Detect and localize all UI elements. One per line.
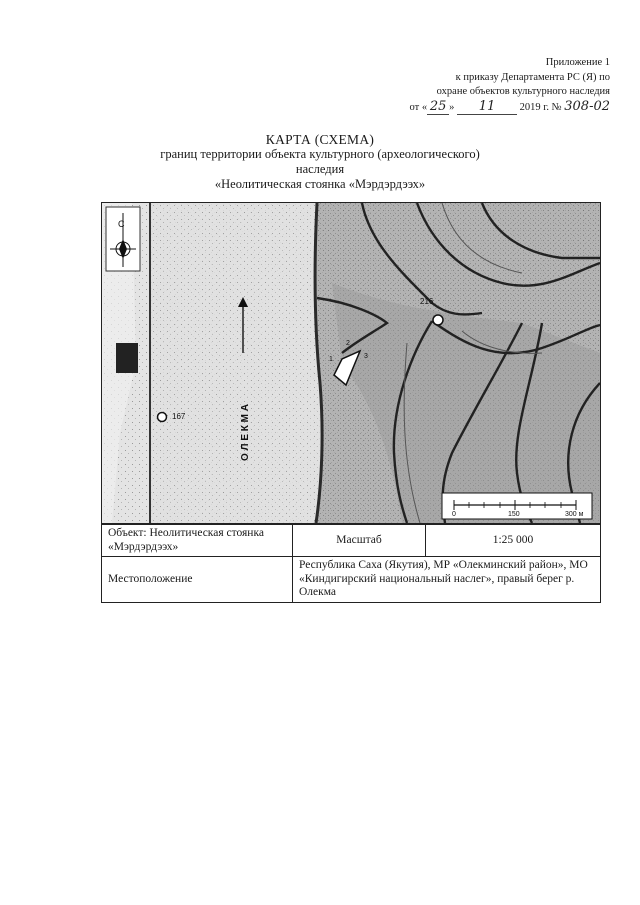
- annex-line-3: охране объектов культурного наследия: [436, 86, 610, 97]
- date-day: 25: [427, 100, 449, 116]
- scale-tick-300: 300 м: [565, 511, 584, 518]
- elevation-marker-west: [158, 413, 167, 422]
- river-label: О Л Е К М А: [240, 403, 251, 461]
- river-olekma: [150, 203, 322, 523]
- topographic-map: [101, 202, 601, 524]
- bank-marker: [116, 343, 138, 373]
- annex-line-2: к приказу Департамента РС (Я) по: [455, 71, 610, 83]
- scale-label-cell: Масштаб: [293, 525, 426, 557]
- title-line-1: КАРТА (СХЕМА): [265, 132, 375, 147]
- elevation-label-east: 216: [420, 297, 434, 306]
- document-title: [0, 132, 640, 192]
- annex-header: [350, 56, 610, 115]
- map-svg: [102, 203, 600, 523]
- title-line-4: «Неолитическая стоянка «Мэрдэрдээх»: [214, 177, 426, 191]
- scale-value-cell: 1:25 000: [426, 525, 601, 557]
- point-label-1: 1: [329, 356, 333, 363]
- date-prefix: от «: [409, 101, 428, 113]
- elevation-label-west: 167: [172, 412, 186, 421]
- north-arrow-icon: [106, 207, 140, 271]
- scale-tick-0: 0: [452, 511, 456, 518]
- date-mid: »: [449, 101, 455, 113]
- point-label-2: 2: [346, 340, 350, 347]
- object-label-cell: Объект: Неолитическая стоянка «Мэрдэрдээх»: [102, 525, 293, 557]
- scale-tick-150: 150: [508, 511, 520, 518]
- order-number: 308-02: [564, 98, 610, 114]
- title-line-2: границ территории объекта культурного (археологического): [160, 147, 480, 161]
- annex-line-1: Приложение 1: [545, 57, 610, 68]
- date-month: 11: [457, 100, 517, 116]
- compass-letter: С: [118, 219, 125, 229]
- table-row: [102, 557, 601, 603]
- point-label-3: 3: [364, 353, 368, 360]
- table-row: [102, 525, 601, 557]
- info-table: [101, 524, 601, 603]
- title-line-3: наследия: [295, 162, 345, 176]
- location-label-cell: Местоположение: [102, 557, 293, 603]
- annex-date-line: [350, 100, 610, 116]
- elevation-marker-east: [433, 315, 443, 325]
- location-value-cell: Республика Саха (Якутия), МР «Олекминский район», МО «Киндигирский национальный наслег», правый берег р. Олекма: [293, 557, 601, 603]
- date-year: 2019 г. №: [519, 101, 562, 113]
